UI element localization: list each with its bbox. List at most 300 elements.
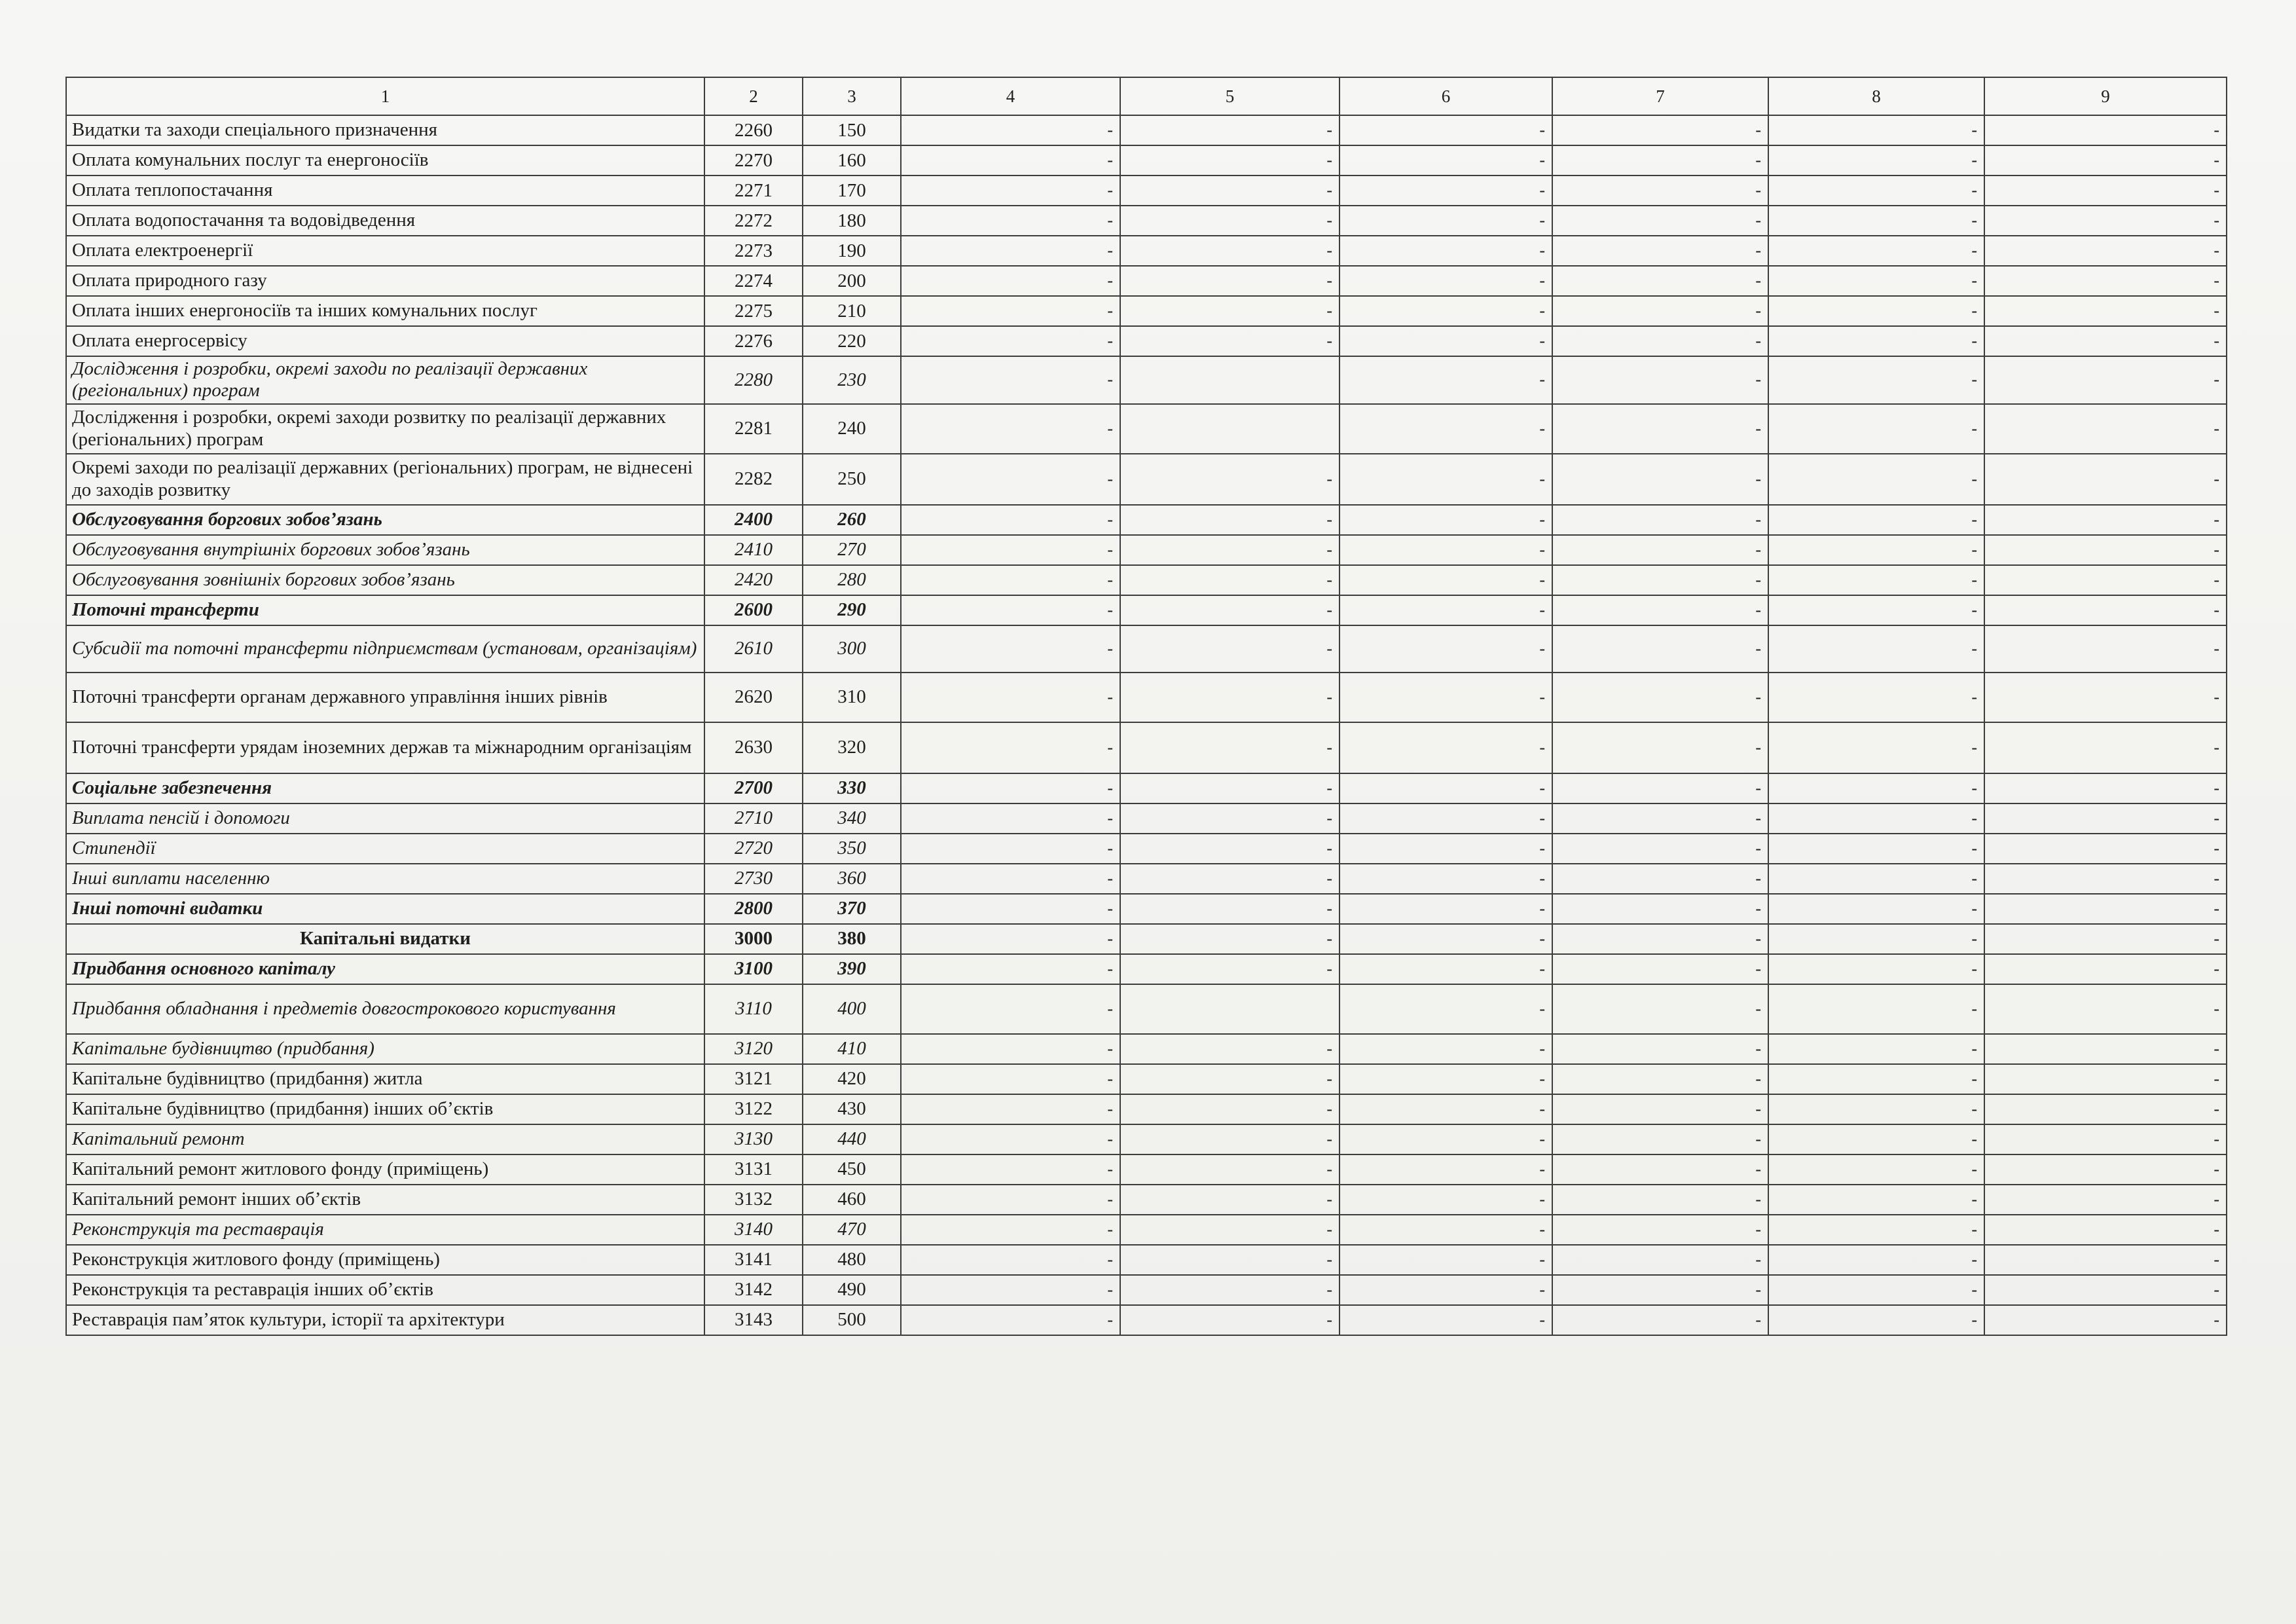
value-cell-col5: - — [1120, 505, 1339, 535]
value-cell-col4: - — [901, 356, 1120, 404]
row-code: 3110 — [704, 984, 803, 1034]
value-cell-col9: - — [1984, 625, 2227, 673]
value-cell-col7: - — [1552, 1034, 1768, 1064]
value-cell-col9: - — [1984, 1124, 2227, 1154]
value-cell-col4: - — [901, 673, 1120, 722]
row-code: 3132 — [704, 1185, 803, 1215]
row-line-number: 350 — [803, 834, 901, 864]
value-cell-col8: - — [1768, 1215, 1984, 1245]
row-name: Субсидії та поточні трансферти підприємствам (установам, організаціям) — [66, 625, 704, 673]
row-code: 2420 — [704, 565, 803, 595]
value-cell-col8: - — [1768, 1275, 1984, 1305]
row-name: Дослідження і розробки, окремі заходи розвитку по реалізації державних (регіональних) програм — [66, 404, 704, 454]
value-cell-col7: - — [1552, 1124, 1768, 1154]
row-name: Реконструкція та реставрація інших об’єктів — [66, 1275, 704, 1305]
value-cell-col4: - — [901, 773, 1120, 803]
value-cell-col6: - — [1339, 1185, 1552, 1215]
row-name: Стипендії — [66, 834, 704, 864]
value-cell-col8: - — [1768, 115, 1984, 145]
row-code: 2600 — [704, 595, 803, 625]
value-cell-col7: - — [1552, 894, 1768, 924]
value-cell-col5: - — [1120, 1064, 1339, 1094]
value-cell-col7: - — [1552, 145, 1768, 175]
value-cell-col5: - — [1120, 595, 1339, 625]
value-cell-col4: - — [901, 834, 1120, 864]
table-row — [66, 296, 2227, 326]
value-cell-col8: - — [1768, 1154, 1984, 1185]
value-cell-col9: - — [1984, 894, 2227, 924]
value-cell-col9: - — [1984, 206, 2227, 236]
row-line-number: 460 — [803, 1185, 901, 1215]
value-cell-col8: - — [1768, 673, 1984, 722]
row-name: Обслуговування зовнішніх боргових зобов’язань — [66, 565, 704, 595]
value-cell-col5: - — [1120, 803, 1339, 834]
value-cell-col4: - — [901, 175, 1120, 206]
value-cell-col6: - — [1339, 454, 1552, 505]
table-row — [66, 454, 2227, 505]
value-cell-col9: - — [1984, 454, 2227, 505]
value-cell-col6: - — [1339, 505, 1552, 535]
value-cell-col6: - — [1339, 803, 1552, 834]
value-cell-col6: - — [1339, 924, 1552, 954]
value-cell-col8: - — [1768, 1034, 1984, 1064]
value-cell-col7: - — [1552, 1064, 1768, 1094]
table-row — [66, 1094, 2227, 1124]
row-name: Капітальне будівництво (придбання) житла — [66, 1064, 704, 1094]
value-cell-col6: - — [1339, 984, 1552, 1034]
value-cell-col7: - — [1552, 1305, 1768, 1335]
value-cell-col8: - — [1768, 625, 1984, 673]
value-cell-col9: - — [1984, 673, 2227, 722]
value-cell-col9: - — [1984, 145, 2227, 175]
table-row — [66, 834, 2227, 864]
row-code: 2276 — [704, 326, 803, 356]
row-line-number: 410 — [803, 1034, 901, 1064]
value-cell-col5 — [1120, 984, 1339, 1034]
table-row — [66, 404, 2227, 454]
row-name: Оплата енергосервісу — [66, 326, 704, 356]
value-cell-col5: - — [1120, 1215, 1339, 1245]
value-cell-col7: - — [1552, 175, 1768, 206]
row-code: 2610 — [704, 625, 803, 673]
value-cell-col8: - — [1768, 356, 1984, 404]
value-cell-col4: - — [901, 984, 1120, 1034]
row-name: Оплата водопостачання та водовідведення — [66, 206, 704, 236]
value-cell-col5: - — [1120, 535, 1339, 565]
value-cell-col6: - — [1339, 1034, 1552, 1064]
value-cell-col6: - — [1339, 1305, 1552, 1335]
value-cell-col4: - — [901, 625, 1120, 673]
value-cell-col7: - — [1552, 773, 1768, 803]
row-name: Поточні трансферти органам державного управління інших рівнів — [66, 673, 704, 722]
value-cell-col4: - — [901, 1154, 1120, 1185]
row-code: 3130 — [704, 1124, 803, 1154]
value-cell-col6: - — [1339, 894, 1552, 924]
row-name: Інші виплати населенню — [66, 864, 704, 894]
row-name: Видатки та заходи спеціального призначення — [66, 115, 704, 145]
value-cell-col5: - — [1120, 722, 1339, 773]
value-cell-col5: - — [1120, 1154, 1339, 1185]
value-cell-col6: - — [1339, 722, 1552, 773]
value-cell-col6: - — [1339, 1154, 1552, 1185]
column-header-7: 7 — [1552, 77, 1768, 115]
table-row — [66, 266, 2227, 296]
row-name: Соціальне забезпечення — [66, 773, 704, 803]
value-cell-col9: - — [1984, 404, 2227, 454]
value-cell-col5: - — [1120, 236, 1339, 266]
table-row — [66, 673, 2227, 722]
value-cell-col9: - — [1984, 1185, 2227, 1215]
row-line-number: 250 — [803, 454, 901, 505]
value-cell-col6: - — [1339, 1094, 1552, 1124]
value-cell-col8: - — [1768, 454, 1984, 505]
value-cell-col7: - — [1552, 954, 1768, 984]
row-code: 3100 — [704, 954, 803, 984]
row-code: 2720 — [704, 834, 803, 864]
row-code: 3131 — [704, 1154, 803, 1185]
table-row — [66, 175, 2227, 206]
row-name: Обслуговування боргових зобов’язань — [66, 505, 704, 535]
value-cell-col5: - — [1120, 864, 1339, 894]
value-cell-col6: - — [1339, 356, 1552, 404]
value-cell-col4: - — [901, 1124, 1120, 1154]
table-row — [66, 1185, 2227, 1215]
row-code: 3142 — [704, 1275, 803, 1305]
row-code: 2730 — [704, 864, 803, 894]
row-name: Інші поточні видатки — [66, 894, 704, 924]
row-line-number: 500 — [803, 1305, 901, 1335]
table-row — [66, 356, 2227, 404]
value-cell-col6: - — [1339, 1275, 1552, 1305]
row-name: Окремі заходи по реалізації державних (регіональних) програм, не віднесені до заходів розвитку — [66, 454, 704, 505]
row-line-number: 380 — [803, 924, 901, 954]
value-cell-col7: - — [1552, 1215, 1768, 1245]
value-cell-col6: - — [1339, 1124, 1552, 1154]
table-row — [66, 984, 2227, 1034]
value-cell-col7: - — [1552, 1154, 1768, 1185]
value-cell-col7: - — [1552, 356, 1768, 404]
row-code: 2282 — [704, 454, 803, 505]
value-cell-col9: - — [1984, 924, 2227, 954]
value-cell-col6: - — [1339, 864, 1552, 894]
row-code: 2620 — [704, 673, 803, 722]
value-cell-col6: - — [1339, 1064, 1552, 1094]
row-line-number: 260 — [803, 505, 901, 535]
value-cell-col4: - — [901, 535, 1120, 565]
value-cell-col9: - — [1984, 505, 2227, 535]
value-cell-col9: - — [1984, 236, 2227, 266]
row-code: 3140 — [704, 1215, 803, 1245]
value-cell-col8: - — [1768, 505, 1984, 535]
value-cell-col4: - — [901, 1034, 1120, 1064]
row-line-number: 330 — [803, 773, 901, 803]
value-cell-col4: - — [901, 266, 1120, 296]
value-cell-col6: - — [1339, 1215, 1552, 1245]
table-row — [66, 954, 2227, 984]
value-cell-col8: - — [1768, 1094, 1984, 1124]
value-cell-col6: - — [1339, 326, 1552, 356]
row-line-number: 280 — [803, 565, 901, 595]
value-cell-col8: - — [1768, 326, 1984, 356]
table-row — [66, 505, 2227, 535]
column-header-2: 2 — [704, 77, 803, 115]
row-line-number: 440 — [803, 1124, 901, 1154]
value-cell-col5: - — [1120, 1275, 1339, 1305]
value-cell-col4: - — [901, 115, 1120, 145]
row-code: 3121 — [704, 1064, 803, 1094]
table-row — [66, 1064, 2227, 1094]
value-cell-col5: - — [1120, 673, 1339, 722]
row-name: Оплата теплопостачання — [66, 175, 704, 206]
value-cell-col4: - — [901, 296, 1120, 326]
row-line-number: 210 — [803, 296, 901, 326]
value-cell-col5: - — [1120, 1094, 1339, 1124]
value-cell-col5: - — [1120, 773, 1339, 803]
value-cell-col5: - — [1120, 454, 1339, 505]
row-code: 2273 — [704, 236, 803, 266]
row-name: Виплата пенсій і допомоги — [66, 803, 704, 834]
value-cell-col9: - — [1984, 535, 2227, 565]
row-code: 3000 — [704, 924, 803, 954]
table-row — [66, 206, 2227, 236]
value-cell-col7: - — [1552, 454, 1768, 505]
value-cell-col4: - — [901, 595, 1120, 625]
value-cell-col7: - — [1552, 115, 1768, 145]
value-cell-col4: - — [901, 864, 1120, 894]
row-code: 2400 — [704, 505, 803, 535]
value-cell-col4: - — [901, 236, 1120, 266]
value-cell-col8: - — [1768, 404, 1984, 454]
row-code: 2410 — [704, 535, 803, 565]
value-cell-col7: - — [1552, 673, 1768, 722]
row-code: 3143 — [704, 1305, 803, 1335]
row-code: 2274 — [704, 266, 803, 296]
column-header-9: 9 — [1984, 77, 2227, 115]
value-cell-col9: - — [1984, 595, 2227, 625]
value-cell-col7: - — [1552, 864, 1768, 894]
value-cell-col9: - — [1984, 1094, 2227, 1124]
value-cell-col6: - — [1339, 565, 1552, 595]
value-cell-col6: - — [1339, 1245, 1552, 1275]
row-code: 2260 — [704, 115, 803, 145]
value-cell-col9: - — [1984, 984, 2227, 1034]
value-cell-col7: - — [1552, 266, 1768, 296]
expenditure-table — [65, 77, 2227, 1336]
value-cell-col6: - — [1339, 773, 1552, 803]
row-line-number: 400 — [803, 984, 901, 1034]
row-name: Реконструкція та реставрація — [66, 1215, 704, 1245]
row-line-number: 180 — [803, 206, 901, 236]
value-cell-col9: - — [1984, 954, 2227, 984]
row-line-number: 230 — [803, 356, 901, 404]
value-cell-col8: - — [1768, 565, 1984, 595]
row-line-number: 170 — [803, 175, 901, 206]
value-cell-col5: - — [1120, 924, 1339, 954]
value-cell-col4: - — [901, 1185, 1120, 1215]
value-cell-col7: - — [1552, 595, 1768, 625]
value-cell-col9: - — [1984, 773, 2227, 803]
row-name: Реставрація пам’яток культури, історії та архітектури — [66, 1305, 704, 1335]
row-name: Капітальний ремонт — [66, 1124, 704, 1154]
header-row — [66, 77, 2227, 115]
value-cell-col5: - — [1120, 266, 1339, 296]
table-row — [66, 894, 2227, 924]
table-row — [66, 535, 2227, 565]
value-cell-col5: - — [1120, 1305, 1339, 1335]
row-name: Поточні трансферти урядам іноземних держав та міжнародним організаціям — [66, 722, 704, 773]
value-cell-col5: - — [1120, 1185, 1339, 1215]
value-cell-col4: - — [901, 803, 1120, 834]
row-code: 3141 — [704, 1245, 803, 1275]
row-line-number: 490 — [803, 1275, 901, 1305]
row-name: Оплата інших енергоносіїв та інших комунальних послуг — [66, 296, 704, 326]
row-code: 2280 — [704, 356, 803, 404]
column-header-6: 6 — [1339, 77, 1552, 115]
value-cell-col4: - — [901, 1275, 1120, 1305]
row-code: 2281 — [704, 404, 803, 454]
row-name: Оплата природного газу — [66, 266, 704, 296]
row-name: Придбання обладнання і предметів довгострокового користування — [66, 984, 704, 1034]
value-cell-col6: - — [1339, 145, 1552, 175]
value-cell-col7: - — [1552, 803, 1768, 834]
row-code: 3120 — [704, 1034, 803, 1064]
value-cell-col8: - — [1768, 535, 1984, 565]
table-body — [66, 115, 2227, 1335]
row-name: Капітальні видатки — [66, 924, 704, 954]
value-cell-col4: - — [901, 206, 1120, 236]
row-line-number: 300 — [803, 625, 901, 673]
value-cell-col7: - — [1552, 296, 1768, 326]
value-cell-col5: - — [1120, 115, 1339, 145]
row-line-number: 240 — [803, 404, 901, 454]
value-cell-col8: - — [1768, 924, 1984, 954]
value-cell-col4: - — [901, 1094, 1120, 1124]
value-cell-col8: - — [1768, 595, 1984, 625]
table-row — [66, 1034, 2227, 1064]
value-cell-col7: - — [1552, 326, 1768, 356]
value-cell-col6: - — [1339, 236, 1552, 266]
row-line-number: 190 — [803, 236, 901, 266]
value-cell-col4: - — [901, 1215, 1120, 1245]
value-cell-col8: - — [1768, 803, 1984, 834]
value-cell-col7: - — [1552, 722, 1768, 773]
value-cell-col5: - — [1120, 625, 1339, 673]
value-cell-col5: - — [1120, 206, 1339, 236]
value-cell-col8: - — [1768, 206, 1984, 236]
column-header-4: 4 — [901, 77, 1120, 115]
value-cell-col7: - — [1552, 535, 1768, 565]
row-code: 2275 — [704, 296, 803, 326]
value-cell-col9: - — [1984, 1064, 2227, 1094]
value-cell-col4: - — [901, 145, 1120, 175]
row-code: 2271 — [704, 175, 803, 206]
row-name: Капітальне будівництво (придбання) — [66, 1034, 704, 1064]
value-cell-col8: - — [1768, 236, 1984, 266]
row-line-number: 360 — [803, 864, 901, 894]
value-cell-col4: - — [901, 1305, 1120, 1335]
row-line-number: 160 — [803, 145, 901, 175]
table-row — [66, 773, 2227, 803]
value-cell-col4: - — [901, 454, 1120, 505]
table-row — [66, 1245, 2227, 1275]
row-line-number: 390 — [803, 954, 901, 984]
column-header-3: 3 — [803, 77, 901, 115]
row-line-number: 320 — [803, 722, 901, 773]
column-header-1: 1 — [66, 77, 704, 115]
value-cell-col8: - — [1768, 954, 1984, 984]
row-name: Придбання основного капіталу — [66, 954, 704, 984]
table-row — [66, 803, 2227, 834]
value-cell-col6: - — [1339, 673, 1552, 722]
value-cell-col7: - — [1552, 984, 1768, 1034]
value-cell-col7: - — [1552, 1245, 1768, 1275]
value-cell-col4: - — [901, 565, 1120, 595]
value-cell-col8: - — [1768, 864, 1984, 894]
value-cell-col7: - — [1552, 625, 1768, 673]
row-line-number: 470 — [803, 1215, 901, 1245]
value-cell-col8: - — [1768, 834, 1984, 864]
table-row — [66, 236, 2227, 266]
row-name: Реконструкція житлового фонду (приміщень) — [66, 1245, 704, 1275]
row-line-number: 200 — [803, 266, 901, 296]
value-cell-col9: - — [1984, 722, 2227, 773]
value-cell-col8: - — [1768, 773, 1984, 803]
value-cell-col9: - — [1984, 1034, 2227, 1064]
value-cell-col6: - — [1339, 954, 1552, 984]
value-cell-col8: - — [1768, 1185, 1984, 1215]
row-line-number: 430 — [803, 1094, 901, 1124]
column-header-5: 5 — [1120, 77, 1339, 115]
row-code: 2270 — [704, 145, 803, 175]
row-name: Капітальний ремонт житлового фонду (приміщень) — [66, 1154, 704, 1185]
value-cell-col6: - — [1339, 535, 1552, 565]
row-line-number: 370 — [803, 894, 901, 924]
row-code: 2272 — [704, 206, 803, 236]
row-name: Капітальний ремонт інших об’єктів — [66, 1185, 704, 1215]
value-cell-col8: - — [1768, 175, 1984, 206]
table-row — [66, 1275, 2227, 1305]
value-cell-col9: - — [1984, 803, 2227, 834]
column-header-8: 8 — [1768, 77, 1984, 115]
value-cell-col9: - — [1984, 266, 2227, 296]
table-row — [66, 625, 2227, 673]
value-cell-col8: - — [1768, 1305, 1984, 1335]
value-cell-col6: - — [1339, 404, 1552, 454]
value-cell-col7: - — [1552, 1275, 1768, 1305]
row-code: 2700 — [704, 773, 803, 803]
row-line-number: 480 — [803, 1245, 901, 1275]
value-cell-col5: - — [1120, 145, 1339, 175]
value-cell-col5 — [1120, 356, 1339, 404]
value-cell-col7: - — [1552, 924, 1768, 954]
value-cell-col7: - — [1552, 834, 1768, 864]
value-cell-col9: - — [1984, 326, 2227, 356]
row-name: Поточні трансферти — [66, 595, 704, 625]
value-cell-col6: - — [1339, 595, 1552, 625]
value-cell-col8: - — [1768, 145, 1984, 175]
value-cell-col5: - — [1120, 834, 1339, 864]
row-line-number: 340 — [803, 803, 901, 834]
value-cell-col4: - — [901, 894, 1120, 924]
value-cell-col6: - — [1339, 266, 1552, 296]
value-cell-col5: - — [1120, 894, 1339, 924]
value-cell-col5: - — [1120, 1034, 1339, 1064]
row-line-number: 420 — [803, 1064, 901, 1094]
value-cell-col4: - — [901, 954, 1120, 984]
row-code: 2710 — [704, 803, 803, 834]
table-row — [66, 864, 2227, 894]
value-cell-col9: - — [1984, 1215, 2227, 1245]
